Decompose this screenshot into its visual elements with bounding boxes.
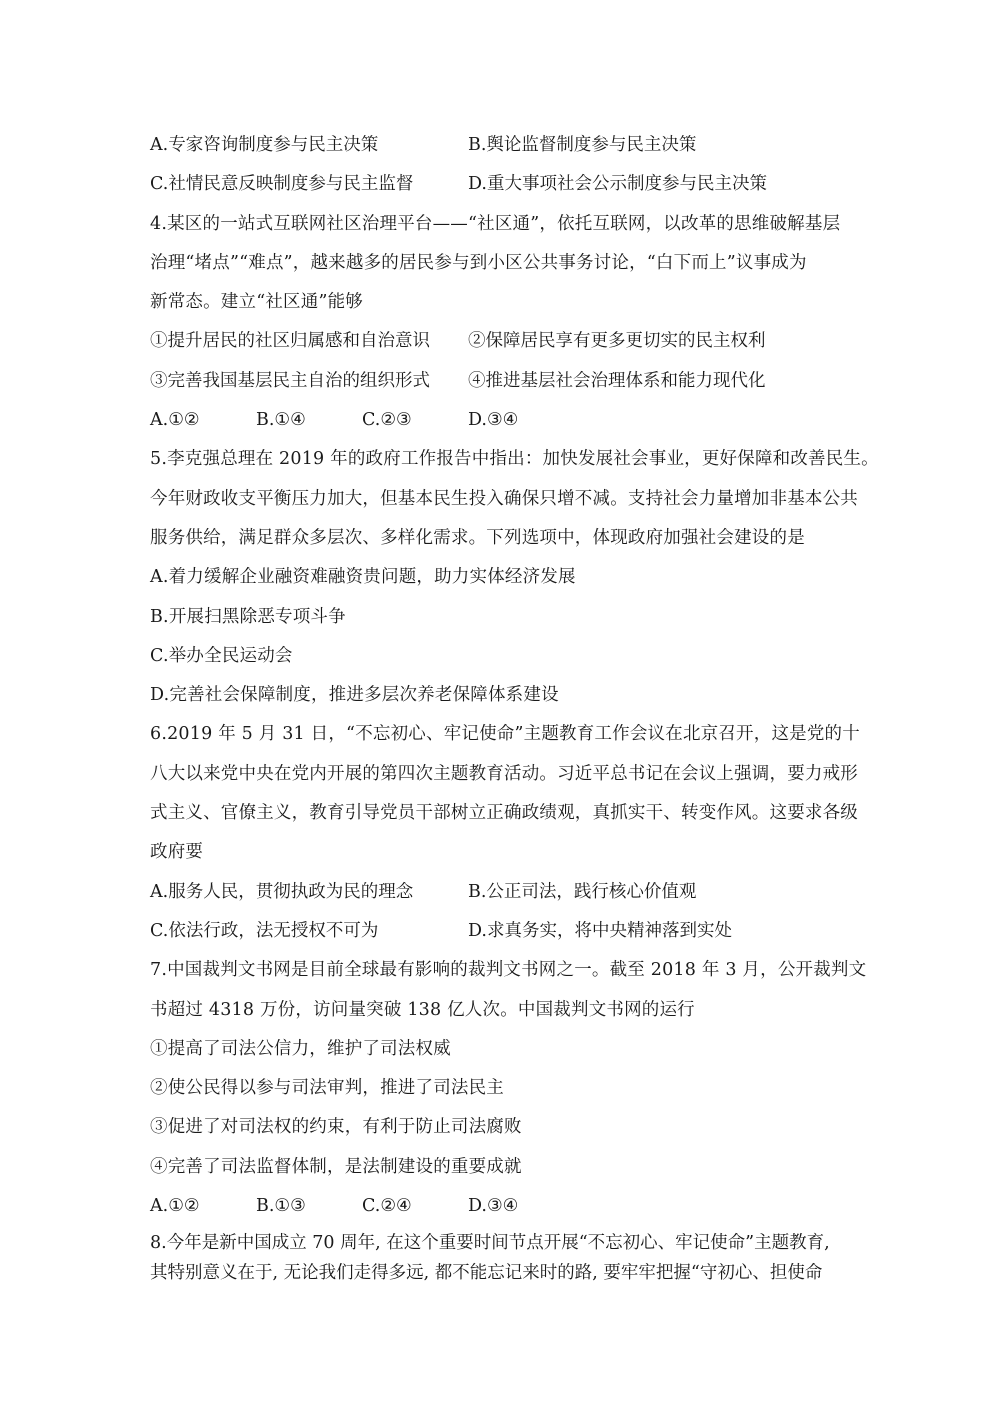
q4-stem-line: 4.某区的一站式互联网社区治理平台——“社区通”，依托互联网，以改革的思维破解基层 (150, 213, 841, 234)
q3-option-a: A.专家咨询制度参与民主决策 (150, 135, 379, 155)
q4-stem-line: 新常态。建立“社区通”能够 (150, 292, 363, 313)
q4-statements-row-1 (150, 322, 855, 361)
q5-stem-line: 服务供给，满足群众多层次、多样化需求。下列选项中，体现政府加强社会建设的是 (150, 527, 805, 548)
q8-stem-line: 其特别意义在于, 无论我们走得多远, 都不能忘记来时的路, 要牢牢把握“守初心、担使命 (150, 1263, 823, 1284)
q4-statement-4: ④推进基层社会治理体系和能力现代化 (468, 370, 766, 391)
exam-page (150, 126, 879, 1288)
q7-option-c: C.②④ (362, 1196, 412, 1217)
q5-option-a: A.着力缓解企业融资难融资贵问题，助力实体经济发展 (150, 567, 576, 588)
q6-option-a: A.服务人民，贯彻执政为民的理念 (150, 881, 414, 902)
q8-stem-line: 8.今年是新中国成立 70 周年, 在这个重要时间节点开展“不忘初心、牢记使命”主题教育, (150, 1233, 830, 1254)
q5-option-b: B.开展扫黑除恶专项斗争 (150, 606, 346, 627)
q6-stem-line: 式主义、官僚主义，教育引导党员干部树立正确政绩观，真抓实干、转变作风。这要求各级 (150, 803, 858, 824)
q4-statement-3: ③完善我国基层民主自治的组织形式 (150, 370, 430, 391)
q6-stem-line: 6.2019 年 5 月 31 日，“不忘初心、牢记使命”主题教育工作会议在北京召开，这是党的十 (150, 724, 860, 745)
q6-stem-line: 八大以来党中央在党内开展的第四次主题教育活动。习近平总书记在会议上强调，要力戒形 (150, 763, 858, 784)
q7-option-a: A.①② (150, 1196, 200, 1217)
q3-options-row-1 (150, 126, 855, 165)
q7-statement-1: ①提高了司法公信力，维护了司法权威 (150, 1038, 451, 1059)
q7-statement-2: ②使公民得以参与司法审判，推进了司法民主 (150, 1078, 504, 1099)
q3-option-b: B.舆论监督制度参与民主决策 (468, 135, 697, 155)
q5-option-d: D.完善社会保障制度，推进多层次养老保障体系建设 (150, 685, 559, 706)
q6-option-b: B.公正司法，践行核心价值观 (468, 881, 697, 902)
q4-option-b: B.①④ (256, 410, 306, 431)
q7-statement-3: ③促进了对司法权的约束，有利于防止司法腐败 (150, 1117, 522, 1138)
q3-options-row-2 (150, 165, 855, 204)
q6-options-row-1 (150, 873, 855, 912)
q4-option-a: A.①② (150, 410, 200, 431)
q3-option-d: D.重大事项社会公示制度参与民主决策 (468, 174, 767, 195)
q7-option-d: D.③④ (468, 1196, 519, 1217)
q4-option-d: D.③④ (468, 410, 519, 431)
q4-options-row (150, 401, 855, 440)
q5-stem-line: 5.李克强总理在 2019 年的政府工作报告中指出：加快发展社会事业，更好保障和改善民生。 (150, 449, 879, 470)
q7-stem-line: 7.中国裁判文书网是目前全球最有影响的裁判文书网之一。截至 2018 年 3 月，公开裁判文 (150, 960, 867, 981)
q4-statement-2: ②保障居民享有更多更切实的民主权利 (468, 331, 766, 352)
q6-option-c: C.依法行政，法无授权不可为 (150, 920, 379, 941)
q4-stem-line: 治理“堵点”“难点”，越来越多的居民参与到小区公共事务讨论，“白下而上”议事成为 (150, 252, 807, 273)
q6-stem-line: 政府要 (150, 842, 204, 863)
q3-option-c: C.社情民意反映制度参与民主监督 (150, 174, 414, 195)
q6-option-d: D.求真务实，将中央精神落到实处 (468, 920, 732, 941)
q7-option-b: B.①③ (256, 1196, 306, 1217)
q4-statement-1: ①提升居民的社区归属感和自治意识 (150, 331, 430, 352)
q7-statement-4: ④完善了司法监督体制，是法制建设的重要成就 (150, 1156, 522, 1177)
q4-option-c: C.②③ (362, 410, 412, 431)
q7-options-row (150, 1187, 855, 1226)
q5-stem-line: 今年财政收支平衡压力加大，但基本民生投入确保只增不减。支持社会力量增加非基本公共 (150, 488, 858, 509)
q6-options-row-2 (150, 912, 855, 951)
q7-stem-line: 书超过 4318 万份，访问量突破 138 亿人次。中国裁判文书网的运行 (150, 999, 695, 1020)
q4-statements-row-2 (150, 362, 855, 401)
q5-option-c: C.举办全民运动会 (150, 645, 293, 666)
